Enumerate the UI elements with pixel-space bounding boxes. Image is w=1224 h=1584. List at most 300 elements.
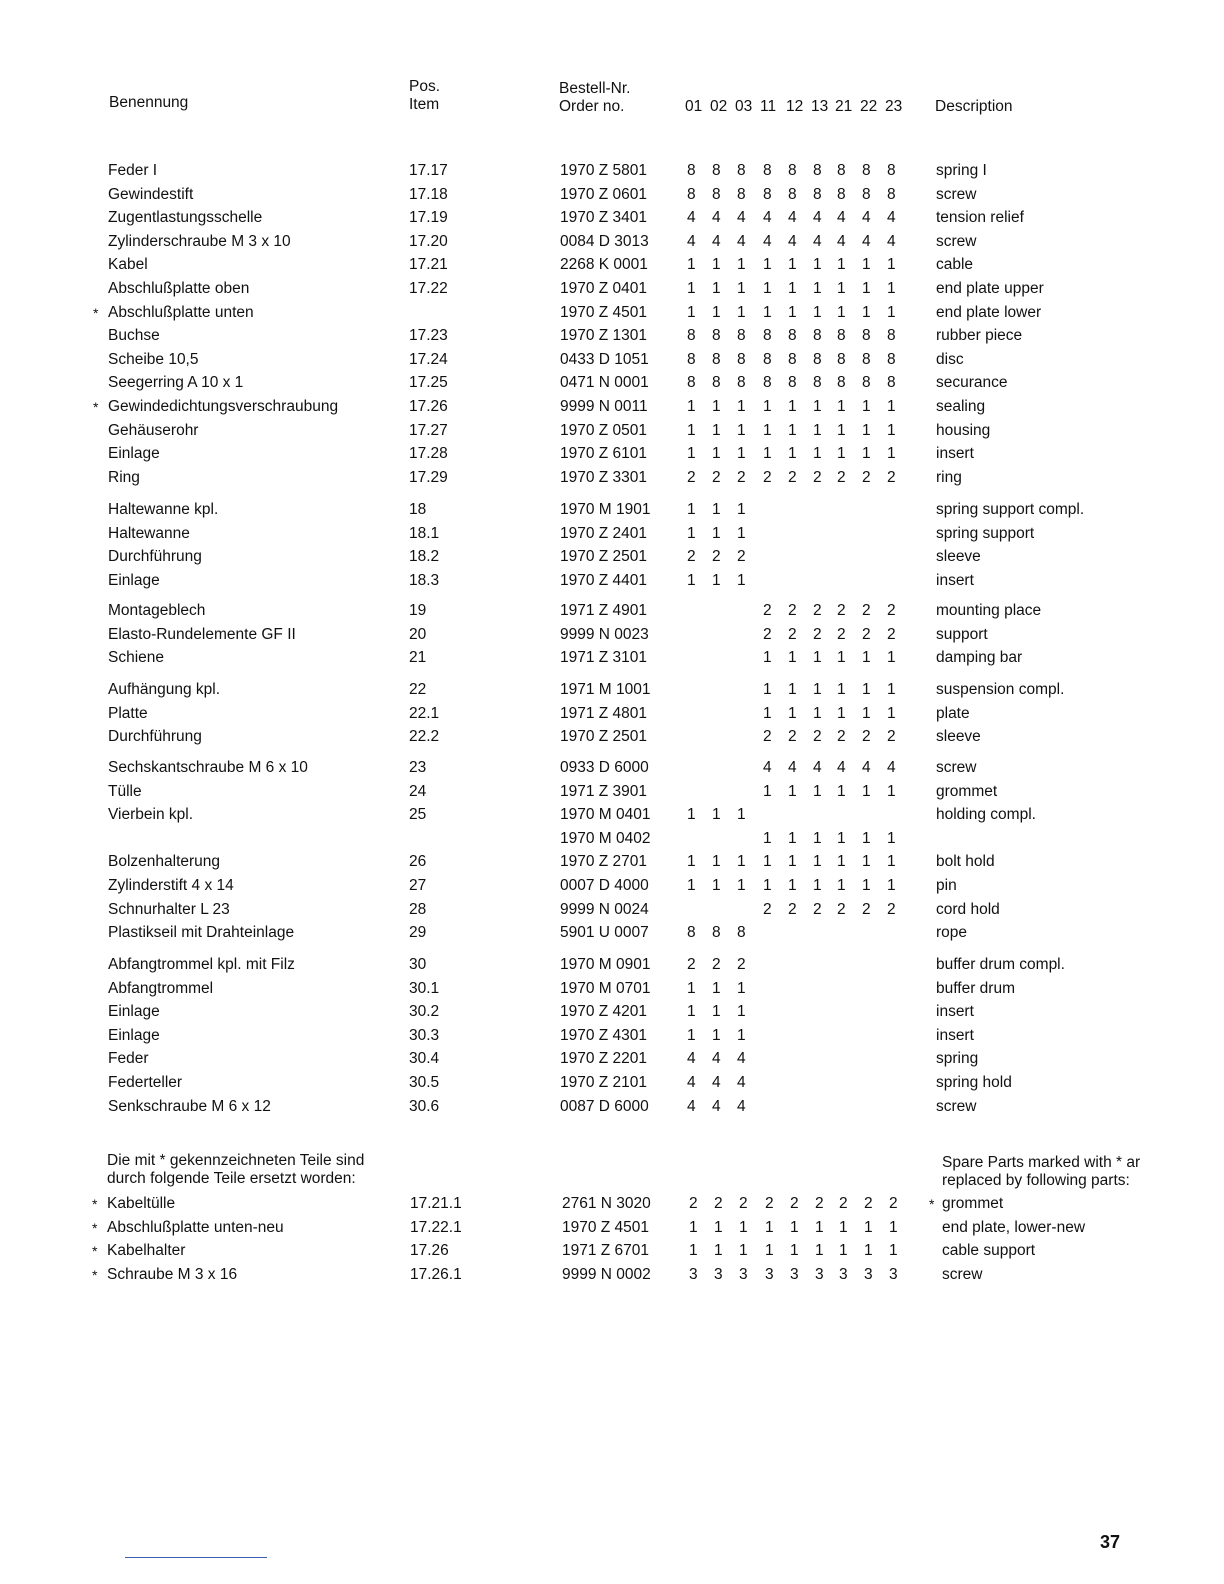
part-qty-23: 1 <box>887 681 896 698</box>
table-row <box>0 1001 1224 1023</box>
part-qty-02: 8 <box>712 924 721 941</box>
part-qty-23: 1 <box>887 830 896 847</box>
part-qty-22: 1 <box>862 398 871 415</box>
table-row <box>0 254 1224 276</box>
part-qty-11: 1 <box>763 830 772 847</box>
part-qty-13: 4 <box>813 209 822 226</box>
part-order-no: 1970 Z 4301 <box>560 1027 648 1044</box>
part-description: spring <box>936 1050 979 1067</box>
table-row <box>0 1264 1224 1286</box>
table-row <box>0 978 1224 1000</box>
part-qty-01: 1 <box>689 1219 698 1236</box>
part-order-no: 1970 Z 2701 <box>560 853 648 870</box>
note-de-line1: Die mit * gekennzeichneten Teile sind <box>107 1152 365 1169</box>
part-qty-21: 1 <box>837 853 846 870</box>
part-qty-13: 2 <box>815 1195 824 1212</box>
part-qty-22: 4 <box>862 759 871 776</box>
part-order-no: 1970 Z 4501 <box>560 304 648 321</box>
part-qty-22: 1 <box>862 681 871 698</box>
table-row <box>0 546 1224 568</box>
part-name: Schiene <box>108 649 165 666</box>
part-description: rubber piece <box>936 327 1023 344</box>
part-qty-22: 1 <box>862 853 871 870</box>
part-pos: 17.26 <box>409 398 448 415</box>
part-qty-22: 1 <box>864 1242 873 1259</box>
part-qty-23: 1 <box>887 256 896 273</box>
part-qty-13: 2 <box>813 626 822 643</box>
part-qty-23: 4 <box>887 759 896 776</box>
part-qty-21: 1 <box>837 445 846 462</box>
part-description: screw <box>936 1098 977 1115</box>
part-qty-13: 1 <box>813 445 822 462</box>
part-order-no: 1970 Z 0501 <box>560 422 648 439</box>
part-order-no: 1970 Z 4201 <box>560 1003 648 1020</box>
part-qty-03: 8 <box>737 162 746 179</box>
part-qty-01: 1 <box>687 398 696 415</box>
table-row <box>0 184 1224 206</box>
part-order-no: 1970 Z 5801 <box>560 162 648 179</box>
part-name: Seegerring A 10 x 1 <box>108 374 244 391</box>
part-description: grommet <box>936 783 998 800</box>
replaced-marker: * <box>92 1220 98 1236</box>
part-name: Einlage <box>108 445 160 462</box>
part-qty-01: 4 <box>687 209 696 226</box>
part-qty-02: 4 <box>712 233 721 250</box>
part-order-no: 2761 N 3020 <box>562 1195 651 1212</box>
part-description: buffer drum compl. <box>936 956 1065 973</box>
part-qty-03: 1 <box>737 1003 746 1020</box>
part-qty-03: 4 <box>737 233 746 250</box>
part-qty-23: 1 <box>887 280 896 297</box>
part-qty-02: 1 <box>712 256 721 273</box>
part-name: Einlage <box>108 1003 160 1020</box>
table-row <box>0 804 1224 826</box>
part-qty-11: 1 <box>763 705 772 722</box>
part-qty-23: 2 <box>887 901 896 918</box>
part-qty-21: 1 <box>837 256 846 273</box>
part-order-no: 1970 Z 4501 <box>562 1219 650 1236</box>
part-qty-21: 1 <box>837 783 846 800</box>
replaced-marker: * <box>92 1196 98 1212</box>
part-qty-12: 1 <box>788 705 797 722</box>
header-order-label-de: Bestell-Nr. <box>559 80 631 97</box>
part-order-no: 1971 Z 3901 <box>560 783 648 800</box>
part-qty-03: 1 <box>737 806 746 823</box>
part-qty-02: 1 <box>712 280 721 297</box>
part-qty-01: 1 <box>687 806 696 823</box>
part-qty-12: 2 <box>788 469 797 486</box>
part-qty-22: 1 <box>862 304 871 321</box>
part-qty-21: 2 <box>837 469 846 486</box>
header-variant-21: 21 <box>835 98 853 115</box>
part-qty-02: 1 <box>712 853 721 870</box>
part-name: Haltewanne <box>108 525 190 542</box>
part-qty-02: 8 <box>712 351 721 368</box>
part-qty-23: 2 <box>887 469 896 486</box>
part-qty-02: 3 <box>714 1266 723 1283</box>
part-qty-02: 1 <box>714 1219 723 1236</box>
part-qty-11: 1 <box>763 681 772 698</box>
part-qty-22: 1 <box>862 445 871 462</box>
table-row <box>0 757 1224 779</box>
table-row <box>0 1217 1224 1239</box>
part-pos: 30.4 <box>409 1050 440 1067</box>
part-qty-21: 2 <box>837 901 846 918</box>
part-qty-11: 8 <box>763 186 772 203</box>
part-qty-13: 1 <box>815 1242 824 1259</box>
part-qty-01: 1 <box>687 877 696 894</box>
part-pos: 28 <box>409 901 427 918</box>
part-name: Tülle <box>108 783 142 800</box>
header-variant-11: 11 <box>760 98 777 115</box>
part-pos: 17.21 <box>409 256 448 273</box>
part-qty-03: 8 <box>737 924 746 941</box>
header-variant-12: 12 <box>786 98 804 115</box>
part-qty-11: 1 <box>763 445 772 462</box>
part-qty-23: 1 <box>887 705 896 722</box>
part-qty-22: 8 <box>862 162 871 179</box>
part-qty-01: 1 <box>687 501 696 518</box>
part-qty-11: 1 <box>763 280 772 297</box>
part-qty-21: 1 <box>837 681 846 698</box>
part-qty-21: 1 <box>837 877 846 894</box>
part-qty-11: 1 <box>763 649 772 666</box>
part-qty-02: 4 <box>712 209 721 226</box>
replaced-marker: * <box>93 399 99 415</box>
part-name: Abfangtrommel <box>108 980 214 997</box>
part-qty-03: 8 <box>737 374 746 391</box>
part-qty-23: 8 <box>887 327 896 344</box>
part-qty-12: 4 <box>788 759 797 776</box>
part-qty-12: 1 <box>790 1242 799 1259</box>
part-name: Ring <box>108 469 140 486</box>
part-qty-12: 2 <box>790 1195 799 1212</box>
part-description: screw <box>936 759 977 776</box>
part-name: Durchführung <box>108 728 202 745</box>
table-row <box>0 372 1224 394</box>
part-description: holding compl. <box>936 806 1036 823</box>
part-order-no: 1970 M 0401 <box>560 806 651 823</box>
part-pos: 17.22 <box>409 280 448 297</box>
part-pos: 17.26.1 <box>410 1266 462 1283</box>
part-name: Senkschraube M 6 x 12 <box>108 1098 271 1115</box>
part-pos: 17.18 <box>409 186 448 203</box>
part-qty-12: 1 <box>788 877 797 894</box>
part-name: Abschlußplatte unten-neu <box>107 1219 284 1236</box>
part-qty-12: 1 <box>788 304 797 321</box>
part-qty-02: 1 <box>712 806 721 823</box>
part-qty-03: 1 <box>737 501 746 518</box>
note-en-line1: Spare Parts marked with * ar <box>942 1154 1141 1171</box>
part-qty-01: 1 <box>687 1027 696 1044</box>
part-qty-21: 1 <box>837 422 846 439</box>
table-row <box>0 954 1224 976</box>
part-qty-12: 4 <box>788 209 797 226</box>
part-qty-12: 1 <box>788 422 797 439</box>
part-qty-02: 1 <box>712 877 721 894</box>
part-name: Montageblech <box>108 602 206 619</box>
part-qty-03: 1 <box>737 853 746 870</box>
part-qty-03: 1 <box>737 398 746 415</box>
part-qty-23: 2 <box>887 728 896 745</box>
part-qty-03: 4 <box>737 209 746 226</box>
part-qty-22: 1 <box>862 280 871 297</box>
part-pos: 17.19 <box>409 209 448 226</box>
table-row <box>0 1072 1224 1094</box>
part-order-no: 5901 U 0007 <box>560 924 649 941</box>
table-row <box>0 1193 1224 1215</box>
part-name: Feder <box>108 1050 149 1067</box>
part-qty-23: 1 <box>887 398 896 415</box>
header-variant-22: 22 <box>860 98 878 115</box>
part-qty-23: 4 <box>887 233 896 250</box>
part-description: end plate lower <box>936 304 1042 321</box>
part-name: Plastikseil mit Drahteinlage <box>108 924 295 941</box>
table-row <box>0 922 1224 944</box>
part-qty-03: 1 <box>737 445 746 462</box>
part-pos: 30.5 <box>409 1074 440 1091</box>
part-qty-02: 1 <box>712 422 721 439</box>
part-qty-11: 2 <box>763 469 772 486</box>
table-row <box>0 781 1224 803</box>
part-name: Gewindestift <box>108 186 194 203</box>
part-description: spring I <box>936 162 987 179</box>
part-qty-11: 8 <box>763 351 772 368</box>
part-pos: 17.24 <box>409 351 448 368</box>
part-description: housing <box>936 422 991 439</box>
part-qty-11: 1 <box>763 783 772 800</box>
part-description: end plate, lower-new <box>942 1219 1086 1236</box>
part-qty-02: 1 <box>712 572 721 589</box>
part-qty-22: 2 <box>862 626 871 643</box>
table-row <box>0 302 1224 324</box>
part-qty-03: 8 <box>737 186 746 203</box>
part-qty-01: 1 <box>687 572 696 589</box>
part-pos: 22.1 <box>409 705 440 722</box>
part-qty-01: 1 <box>687 1003 696 1020</box>
part-qty-03: 3 <box>739 1266 748 1283</box>
table-row <box>0 1096 1224 1118</box>
part-qty-02: 1 <box>714 1242 723 1259</box>
part-pos: 18.3 <box>409 572 440 589</box>
part-qty-01: 4 <box>687 233 696 250</box>
part-name: Abfangtrommel kpl. mit Filz <box>108 956 295 973</box>
part-pos: 20 <box>409 626 427 643</box>
part-qty-02: 4 <box>712 1050 721 1067</box>
part-qty-13: 2 <box>813 469 822 486</box>
part-qty-12: 2 <box>788 626 797 643</box>
part-order-no: 1970 M 0901 <box>560 956 651 973</box>
part-pos: 17.23 <box>409 327 448 344</box>
part-name: Sechskantschraube M 6 x 10 <box>108 759 308 776</box>
part-description: disc <box>936 351 964 368</box>
part-qty-02: 4 <box>712 1074 721 1091</box>
part-qty-21: 2 <box>839 1195 848 1212</box>
part-qty-11: 8 <box>763 327 772 344</box>
part-description: plate <box>936 705 970 722</box>
note-de-line2: durch folgende Teile ersetzt worden: <box>107 1170 356 1187</box>
part-qty-22: 2 <box>862 469 871 486</box>
part-qty-01: 8 <box>687 186 696 203</box>
part-name: Zylinderstift 4 x 14 <box>108 877 234 894</box>
part-qty-13: 1 <box>815 1219 824 1236</box>
table-row <box>0 600 1224 622</box>
part-qty-03: 1 <box>739 1242 748 1259</box>
part-pos: 29 <box>409 924 427 941</box>
table-row <box>0 231 1224 253</box>
part-qty-22: 8 <box>862 351 871 368</box>
part-qty-23: 8 <box>887 374 896 391</box>
part-qty-23: 1 <box>887 853 896 870</box>
table-row <box>0 1025 1224 1047</box>
part-qty-23: 2 <box>889 1195 898 1212</box>
part-qty-23: 1 <box>889 1242 898 1259</box>
part-qty-13: 1 <box>813 398 822 415</box>
part-qty-03: 2 <box>737 956 746 973</box>
part-qty-03: 1 <box>737 304 746 321</box>
table-row <box>0 703 1224 725</box>
part-qty-13: 8 <box>813 351 822 368</box>
part-qty-23: 1 <box>887 445 896 462</box>
part-name: Einlage <box>108 1027 160 1044</box>
part-qty-01: 1 <box>687 304 696 321</box>
table-row <box>0 443 1224 465</box>
part-qty-23: 1 <box>887 422 896 439</box>
part-description: sleeve <box>936 728 981 745</box>
table-row <box>0 851 1224 873</box>
part-pos: 17.26 <box>410 1242 449 1259</box>
part-qty-03: 2 <box>739 1195 748 1212</box>
part-qty-03: 2 <box>737 548 746 565</box>
part-qty-13: 8 <box>813 374 822 391</box>
part-qty-12: 1 <box>788 649 797 666</box>
part-qty-01: 2 <box>687 548 696 565</box>
footer-rule <box>125 1557 267 1558</box>
part-pos: 22 <box>409 681 427 698</box>
part-qty-01: 1 <box>687 525 696 542</box>
part-qty-22: 2 <box>864 1195 873 1212</box>
table-row <box>0 499 1224 521</box>
part-qty-11: 8 <box>763 162 772 179</box>
part-pos: 30.2 <box>409 1003 440 1020</box>
part-qty-11: 2 <box>765 1195 774 1212</box>
part-qty-03: 1 <box>737 980 746 997</box>
table-row <box>0 624 1224 646</box>
part-qty-01: 1 <box>689 1242 698 1259</box>
part-pos: 17.25 <box>409 374 448 391</box>
part-qty-22: 2 <box>862 901 871 918</box>
part-qty-11: 8 <box>763 374 772 391</box>
header-item-label: Item <box>409 96 440 113</box>
part-description: sealing <box>936 398 986 415</box>
part-qty-21: 4 <box>837 233 846 250</box>
part-qty-01: 8 <box>687 327 696 344</box>
part-pos: 18.1 <box>409 525 440 542</box>
part-order-no: 0471 N 0001 <box>560 374 649 391</box>
part-description: insert <box>936 445 974 462</box>
part-qty-02: 2 <box>712 956 721 973</box>
part-qty-21: 1 <box>837 304 846 321</box>
part-qty-01: 8 <box>687 374 696 391</box>
part-qty-03: 4 <box>737 1050 746 1067</box>
part-qty-13: 4 <box>813 759 822 776</box>
table-row <box>0 420 1224 442</box>
part-qty-22: 8 <box>862 374 871 391</box>
part-name: Federteller <box>108 1074 183 1091</box>
part-qty-12: 2 <box>788 602 797 619</box>
part-name: Kabel <box>108 256 148 273</box>
table-row <box>0 207 1224 229</box>
part-order-no: 1970 Z 0401 <box>560 280 648 297</box>
part-qty-01: 1 <box>687 853 696 870</box>
part-name: Vierbein kpl. <box>108 806 194 823</box>
part-qty-13: 1 <box>813 422 822 439</box>
part-qty-21: 1 <box>837 649 846 666</box>
part-qty-22: 1 <box>862 783 871 800</box>
part-order-no: 2268 K 0001 <box>560 256 648 273</box>
part-order-no: 1970 Z 1301 <box>560 327 648 344</box>
part-qty-02: 1 <box>712 525 721 542</box>
header-variant-13: 13 <box>811 98 829 115</box>
part-order-no: 9999 N 0002 <box>562 1266 651 1283</box>
part-qty-01: 1 <box>687 445 696 462</box>
part-qty-01: 2 <box>687 956 696 973</box>
part-qty-02: 2 <box>712 548 721 565</box>
part-name: Elasto-Rundelemente GF II <box>108 626 296 643</box>
part-order-no: 1970 Z 2201 <box>560 1050 648 1067</box>
part-qty-03: 1 <box>737 256 746 273</box>
part-qty-23: 1 <box>887 783 896 800</box>
header-variant-01: 01 <box>685 98 703 115</box>
part-qty-01: 4 <box>687 1050 696 1067</box>
part-order-no: 1970 Z 2401 <box>560 525 648 542</box>
part-order-no: 0084 D 3013 <box>560 233 649 250</box>
part-qty-11: 1 <box>763 422 772 439</box>
part-name: Gehäuserohr <box>108 422 199 439</box>
part-qty-11: 2 <box>763 602 772 619</box>
part-order-no: 1970 Z 0601 <box>560 186 648 203</box>
table-row <box>0 726 1224 748</box>
part-qty-11: 4 <box>763 759 772 776</box>
part-qty-01: 3 <box>689 1266 698 1283</box>
part-qty-12: 4 <box>788 233 797 250</box>
part-order-no: 1970 Z 6101 <box>560 445 648 462</box>
part-qty-01: 4 <box>687 1074 696 1091</box>
part-description: support <box>936 626 988 643</box>
part-qty-12: 1 <box>788 256 797 273</box>
part-order-no: 1971 M 1001 <box>560 681 651 698</box>
part-qty-11: 1 <box>765 1242 774 1259</box>
part-qty-13: 2 <box>813 901 822 918</box>
part-order-no: 1971 Z 4801 <box>560 705 648 722</box>
part-pos: 30.3 <box>409 1027 440 1044</box>
part-pos: 17.17 <box>409 162 448 179</box>
part-qty-02: 1 <box>712 398 721 415</box>
part-qty-21: 2 <box>837 602 846 619</box>
part-qty-13: 8 <box>813 327 822 344</box>
part-qty-11: 1 <box>763 877 772 894</box>
part-qty-13: 1 <box>813 783 822 800</box>
part-order-no: 0087 D 6000 <box>560 1098 649 1115</box>
part-description: buffer drum <box>936 980 1015 997</box>
part-pos: 18 <box>409 501 427 518</box>
part-qty-13: 1 <box>813 830 822 847</box>
part-qty-23: 4 <box>887 209 896 226</box>
part-qty-02: 1 <box>712 445 721 462</box>
part-pos: 30.1 <box>409 980 440 997</box>
part-name: Feder I <box>108 162 158 179</box>
part-qty-23: 2 <box>887 626 896 643</box>
